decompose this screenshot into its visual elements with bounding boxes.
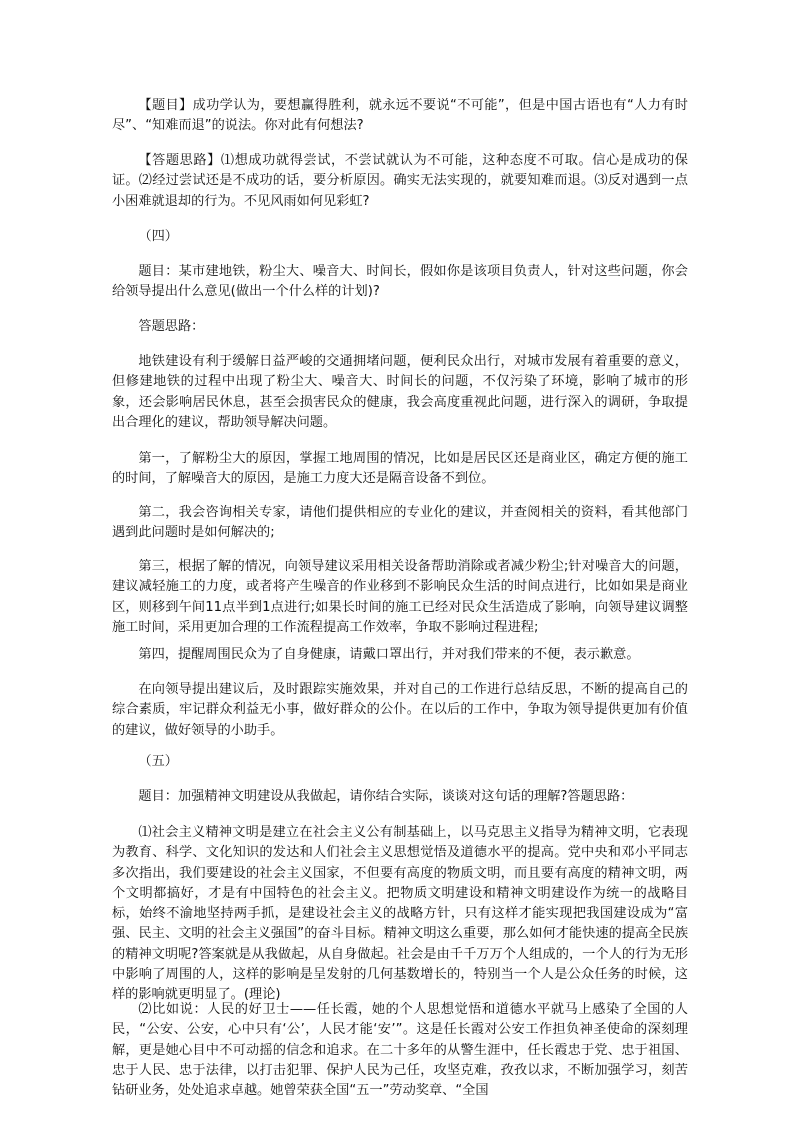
question-5-point-1: ⑴社会主义精神文明是建立在社会主义公有制基础上，以马克思主义指导为精神文明，它表现为教育、科学、文化知识的发达和人们社会主义思想觉悟及道德水平的提高。党中央和邓小平同志多次指出，我们要建设的社会主义国家，不但要有高度的物质文明，而且要有高度的精神文明，两个文明都搞好，才是有中国特色的社会主义。把物质文明建设和精神文明建设作为统一的战略目标，始终不渝地坚持两手抓，是建设社会主义的战略方针，只有这样才能实现把我国建设成为“富强、民主、文明的社会主义强国”的奋斗目标。精神文明这么重要，那么如何才能快速的提高全民族的精神文明呢?答案就是从我做起，从自身做起。社会是由千千万万个人组成的，一个人的行为无形中影响了周围的人，这样的影响是呈发射的几何基数增长的，特别当一个人是公众任务的时候，这样的影响就更明显了。(理论)	[112, 825, 689, 1003]
question-4-intro: 地铁建设有利于缓解日益严峻的交通拥堵问题，便利民众出行，对城市发展有着重要的意义，但修建地铁的过程中出现了粉尘大、噪音大、时间长的问题，不仅污染了环境，影响了城市的形象，还会影响居民休息，甚至会损害民众的健康，我会高度重视此问题，进行深入的调研，争取提出合理化的建议，帮助领导解决问题。	[112, 354, 688, 430]
question-4-step-3: 第三，根据了解的情况，向领导建议采用相关设备帮助消除或者减少粉尘;针对噪音大的问题，建议减轻施工的力度，或者将产生噪音的作业移到不影响民众生活的时间点进行，比如如果是商业区，则移到午间11点半到1点进行;如果长时间的施工已经对民众生活造成了影响，向领导建议调整施工时间，采用更加合理的工作流程提高工作效率，争取不影响过程进程;	[112, 559, 688, 635]
question-4-conclusion: 在向领导提出建议后，及时跟踪实施效果，并对自己的工作进行总结反思，不断的提高自己的综合素质，牢记群众利益无小事，做好群众的公仆。在以后的工作中，争取为领导提供更加有价值的建议，做好领导的小助手。	[112, 682, 688, 738]
question-4-prompt: 题目：某市建地铁，粉尘大、噪音大、时间长，假如你是该项目负责人，针对这些问题，你会给领导提出什么意见(做出一个什么样的计划)?	[112, 264, 688, 300]
section-heading-4: （四）	[138, 229, 178, 244]
question-4-step-4: 第四，提醒周围民众为了自身健康，请戴口罩出行，并对我们带来的不便，表示歉意。	[138, 647, 640, 662]
question-5-prompt: 题目：加强精神文明建设从我做起，请你结合实际，谈谈对这句话的理解?答题思路：	[138, 789, 634, 804]
question-3-prompt: 【题目】成功学认为，要想赢得胜利，就永远不要说“不可能”，但是中国古语也有“人力有时尽”、“知难而退”的说法。你对此有何想法?	[112, 98, 688, 134]
question-5-point-2: ⑵比如说：人民的好卫士——任长霞，她的个人思想觉悟和道德水平就马上感染了全国的人民，“公安、公安，心中只有‘公’，人民才能‘安’”。这是任长霞对公安工作担负神圣使命的深刻理解，更是她心目中不可动摇的信念和追求。在二十多年的从警生涯中，任长霞忠于党、忠于祖国、忠于人民、忠于法律，以打击犯罪、保护人民为己任，攻坚克难，孜孜以求，不断加强学习，刻苦钻研业务，处处追求卓越。她曾荣获全国“五一”劳动奖章、“全国	[112, 1002, 688, 1099]
question-4-step-1: 第一，了解粉尘大的原因，掌握工地周围的情况，比如是居民区还是商业区，确定方便的施工的时间，了解噪音大的原因，是施工力度大还是隔音设备不到位。	[112, 451, 688, 487]
question-4-step-2: 第二，我会咨询相关专家，请他们提供相应的专业化的建议，并查阅相关的资料，看其他部门遇到此问题时是如何解决的;	[112, 505, 688, 541]
question-3-answer: 【答题思路】⑴想成功就得尝试，不尝试就认为不可能，这种态度不可取。信心是成功的保证。⑵经过尝试还是不成功的话，要分析原因。确实无法实现的，就要知难而退。⑶反对遇到一点小困难就退却的行为。不见风雨如何见彩虹?	[112, 153, 688, 209]
question-4-answer-label: 答题思路：	[138, 319, 205, 334]
section-heading-5: （五）	[138, 754, 178, 769]
